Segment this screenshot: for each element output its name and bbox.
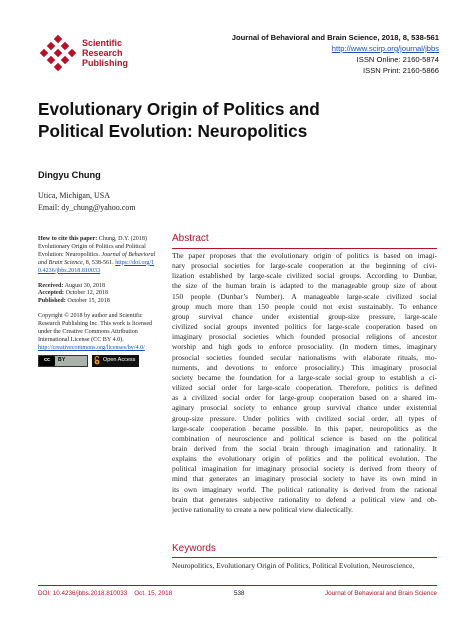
author-location: Utica, Michigan, USA — [38, 191, 110, 200]
abstract-body — [172, 251, 437, 515]
issn-print: ISSN Print: 2160-5866 — [363, 66, 439, 75]
article-dates — [38, 283, 156, 307]
footer-doi: DOI: 10.4236/jbbs.2018.810033 Oct. 15, 2018 — [38, 590, 173, 597]
keywords-divider — [172, 557, 437, 558]
copyright-block: Copyright © 2018 by author and Scientific Research Publishing Inc. This work is licensed under the Creative Commons Attribution International License (CC BY 4.0). http://creativecommons.org/licenses/by/4.0/ — [38, 313, 153, 351]
page-number: 538 — [234, 590, 245, 597]
open-access-badge[interactable]: Open Access — [92, 355, 139, 367]
abstract-line: prosocial societies founded secular nationalisms with elaborate rituals, mo- — [172, 352, 437, 362]
abstract-line: mind that generates an imaginary prosocial society to have its own mind in — [172, 474, 437, 484]
abstract-line: group much more than 150 people could not exist sustainably. To enhance — [172, 301, 437, 311]
abstract-line: The paper proposes that the evolutionary origin of politics is based on imagi- — [172, 251, 437, 260]
abstract-line: society became the foundation for a large-scale social group to establish a ci- — [172, 372, 437, 382]
accepted-date: Accepted: October 12, 2018 — [38, 290, 109, 297]
received-date: Received: August 30, 2018 — [38, 282, 106, 289]
by-label: BY — [58, 356, 66, 363]
license-link[interactable]: http://creativecommons.org/licenses/by/4.0/ — [38, 344, 145, 351]
paper-title: Evolutionary Origin of Politics and Political Evolution: Neuropolitics — [38, 99, 320, 141]
journal-header — [232, 32, 439, 76]
abstract-divider — [172, 248, 437, 249]
abstract-line: aginary prosocial society to enhance group survival chance under existential — [172, 403, 437, 413]
abstract-line: lization established by large-scale civilized social groups. According to Dunbar, — [172, 271, 437, 281]
abstract-line: large-scale cooperation became possible. In this paper, neuropolitics as the — [172, 423, 437, 433]
abstract-line: 150 people (Dunbar’s Number). A manageable large-scale civilized social — [172, 291, 437, 301]
footer-journal: Journal of Behavioral and Brain Science — [324, 590, 437, 597]
abstract-line: group survival chance under existential group-size pressure, large-scale — [172, 311, 437, 321]
abstract-line: combination of neuroscience and political science is based on the political — [172, 433, 437, 443]
journal-citation: Journal of Behavioral and Brain Science, 2018, 8, 538-561 — [231, 33, 439, 42]
abstract-heading: Abstract — [172, 233, 209, 244]
creative-commons-icon: cc — [39, 356, 55, 366]
published-date: Published: October 15, 2018 — [38, 298, 110, 305]
abstract-line: jective rationality to create a new political view dialectically. — [172, 504, 354, 514]
scirp-logo-icon — [38, 34, 78, 74]
publisher-logo — [38, 34, 188, 74]
abstract-line: its own imaginary world. The political rationality is derived from the rational — [172, 484, 437, 494]
citation-block: How to cite this paper: Chung, D.Y. (2018) Evolutionary Origin of Politics and Political Evolution: Neuropolitics. Journal of Behavioral and Brain Science, 8, 538-561. https://doi.org/10.4236/jbbs.2018.810033 — [38, 236, 156, 274]
keywords-text: Neuropolitics, Evolutionary Origin of Politics, Political Evolution, Neuroscience, — [172, 561, 415, 570]
abstract-line: worship and high gods to enforce prosociality. (In modern times, imaginary — [172, 342, 437, 352]
article-sidebar — [38, 236, 156, 367]
abstract-line: group-size pressure. Under politics with civilized social order, all types of — [172, 413, 437, 423]
keywords-heading: Keywords — [172, 543, 216, 554]
abstract-line: brain derived from the social brain through imagination and rationality. It — [172, 443, 437, 453]
abstract-line: vilized social order for large-scale cooperation. Therefore, politics is defined — [172, 383, 437, 393]
cc-by-badge[interactable] — [38, 355, 88, 367]
abstract-line: civilized social groups invented politics for large-scale cooperation based on — [172, 322, 437, 332]
abstract-line: the size of the human brain is adapted to the manageable group size of about — [172, 281, 437, 291]
abstract-line: as a civilized social order for large-group cooperation based on a shared im- — [172, 393, 437, 403]
abstract-line: numents, and devotions to enforce prosociality.) This imaginary prosocial — [172, 362, 437, 372]
abstract-line: brain that generates subjective rationality to defend a political view and ob- — [172, 494, 437, 504]
abstract-line: nary prosocial societies for large-scale cooperation at the beginning of civi- — [172, 261, 437, 271]
page-footer — [38, 590, 437, 600]
author-affiliation — [38, 190, 136, 214]
doi-link[interactable]: https://doi.org/10.4236/jbbs.2018.810033 — [38, 259, 155, 274]
author-email[interactable]: Email: dy_chung@yahoo.com — [38, 203, 136, 212]
journal-url-link[interactable]: http://www.scirp.org/journal/jbbs — [331, 44, 439, 53]
footer-divider — [38, 585, 437, 586]
issn-online: ISSN Online: 2160-5874 — [356, 55, 439, 64]
abstract-line: political imagination for imaginary prosocial society is derived from theory of — [172, 464, 437, 474]
author-name: Dingyu Chung — [38, 170, 101, 180]
abstract-line: explains the evolutionary origin of politics and the political evolution. The — [172, 454, 437, 464]
publisher-name: Scientific Research Publishing — [82, 38, 128, 68]
license-badges — [38, 355, 156, 367]
open-lock-icon — [94, 356, 100, 365]
abstract-line: imaginary prosocial societies which founded prosocial religions of ancestor — [172, 332, 437, 342]
